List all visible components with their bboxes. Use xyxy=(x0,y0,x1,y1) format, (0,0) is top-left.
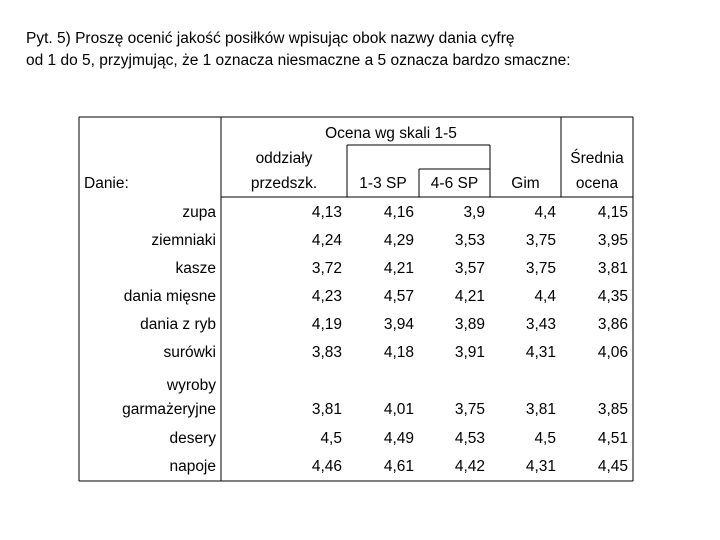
header-srednia-line1: Średnia xyxy=(570,150,624,167)
question-line-2: od 1 do 5, przyjmując, że 1 oznacza niesmaczne a 5 oznacza bardzo smaczne: xyxy=(26,52,571,69)
cell-srednia: 3,85 xyxy=(597,401,628,418)
cell-oddzialy: 3,83 xyxy=(311,344,342,361)
cell-srednia: 3,86 xyxy=(597,316,628,333)
header-sp-4-6: 4-6 SP xyxy=(430,175,479,192)
cell-oddzialy: 3,81 xyxy=(311,401,342,418)
cell-sp-1-3: 4,01 xyxy=(383,401,414,418)
cell-oddzialy: 4,5 xyxy=(320,430,342,447)
header-oddzialy-line1: oddziały xyxy=(255,150,313,167)
row-name: kasze xyxy=(175,260,216,277)
cell-sp-4-6: 3,89 xyxy=(454,316,485,333)
header-srednia-line2: ocena xyxy=(575,175,619,192)
cell-gim: 4,4 xyxy=(534,288,556,305)
cell-oddzialy: 4,23 xyxy=(311,288,342,305)
header-sp-1-3: 1-3 SP xyxy=(359,175,407,192)
cell-sp-1-3: 4,29 xyxy=(383,232,414,249)
row-name: ziemniaki xyxy=(151,232,216,249)
cell-gim: 3,43 xyxy=(525,316,556,333)
cell-gim: 3,81 xyxy=(525,401,556,418)
cell-gim: 3,75 xyxy=(525,260,556,277)
cell-gim: 3,75 xyxy=(525,232,556,249)
cell-sp-4-6: 3,53 xyxy=(454,232,485,249)
cell-gim: 4,5 xyxy=(534,430,556,447)
cell-sp-1-3: 4,16 xyxy=(383,204,414,221)
cell-sp-4-6: 3,75 xyxy=(454,401,485,418)
cell-oddzialy: 4,19 xyxy=(311,316,342,333)
cell-sp-4-6: 3,57 xyxy=(454,260,485,277)
cell-sp-1-3: 4,21 xyxy=(383,260,414,277)
header-ocena-group: Ocena wg skali 1-5 xyxy=(325,125,457,142)
cell-sp-4-6: 4,42 xyxy=(454,458,485,475)
cell-sp-1-3: 4,61 xyxy=(383,458,414,475)
cell-srednia: 4,15 xyxy=(597,204,628,221)
cell-oddzialy: 4,24 xyxy=(311,232,342,249)
question-line-1: Pyt. 5) Proszę ocenić jakość posiłków wpisując obok nazwy dania cyfrę xyxy=(26,30,515,47)
cell-srednia: 4,06 xyxy=(597,344,628,361)
header-danie: Danie: xyxy=(84,175,129,192)
cell-oddzialy: 4,46 xyxy=(311,458,342,475)
cell-oddzialy: 3,72 xyxy=(311,260,342,277)
row-name: surówki xyxy=(163,344,216,361)
row-name: zupa xyxy=(182,204,216,221)
cell-oddzialy: 4,13 xyxy=(311,204,342,221)
cell-gim: 4,31 xyxy=(525,458,556,475)
cell-sp-1-3: 4,57 xyxy=(383,288,414,305)
cell-sp-4-6: 4,53 xyxy=(454,430,485,447)
cell-sp-1-3: 4,49 xyxy=(383,430,414,447)
row-name-line1: wyroby xyxy=(166,377,216,394)
cell-srednia: 4,45 xyxy=(597,458,628,475)
row-name: dania z ryb xyxy=(140,316,216,333)
row-name: desery xyxy=(169,430,216,447)
cell-srednia: 4,35 xyxy=(597,288,628,305)
cell-sp-1-3: 4,18 xyxy=(383,344,414,361)
row-name: napoje xyxy=(169,458,216,475)
cell-srednia: 3,95 xyxy=(597,232,628,249)
cell-gim: 4,4 xyxy=(534,204,556,221)
cell-sp-4-6: 4,21 xyxy=(454,288,485,305)
cell-gim: 4,31 xyxy=(525,344,556,361)
cell-sp-4-6: 3,91 xyxy=(454,344,485,361)
cell-sp-1-3: 3,94 xyxy=(383,316,414,333)
cell-sp-4-6: 3,9 xyxy=(463,204,485,221)
cell-srednia: 3,81 xyxy=(597,260,628,277)
row-name: dania mięsne xyxy=(123,288,216,305)
row-name-line2: garmażeryjne xyxy=(122,401,216,418)
header-gim: Gim xyxy=(511,175,540,192)
cell-srednia: 4,51 xyxy=(597,430,628,447)
header-oddzialy-line2: przedszk. xyxy=(250,175,318,192)
